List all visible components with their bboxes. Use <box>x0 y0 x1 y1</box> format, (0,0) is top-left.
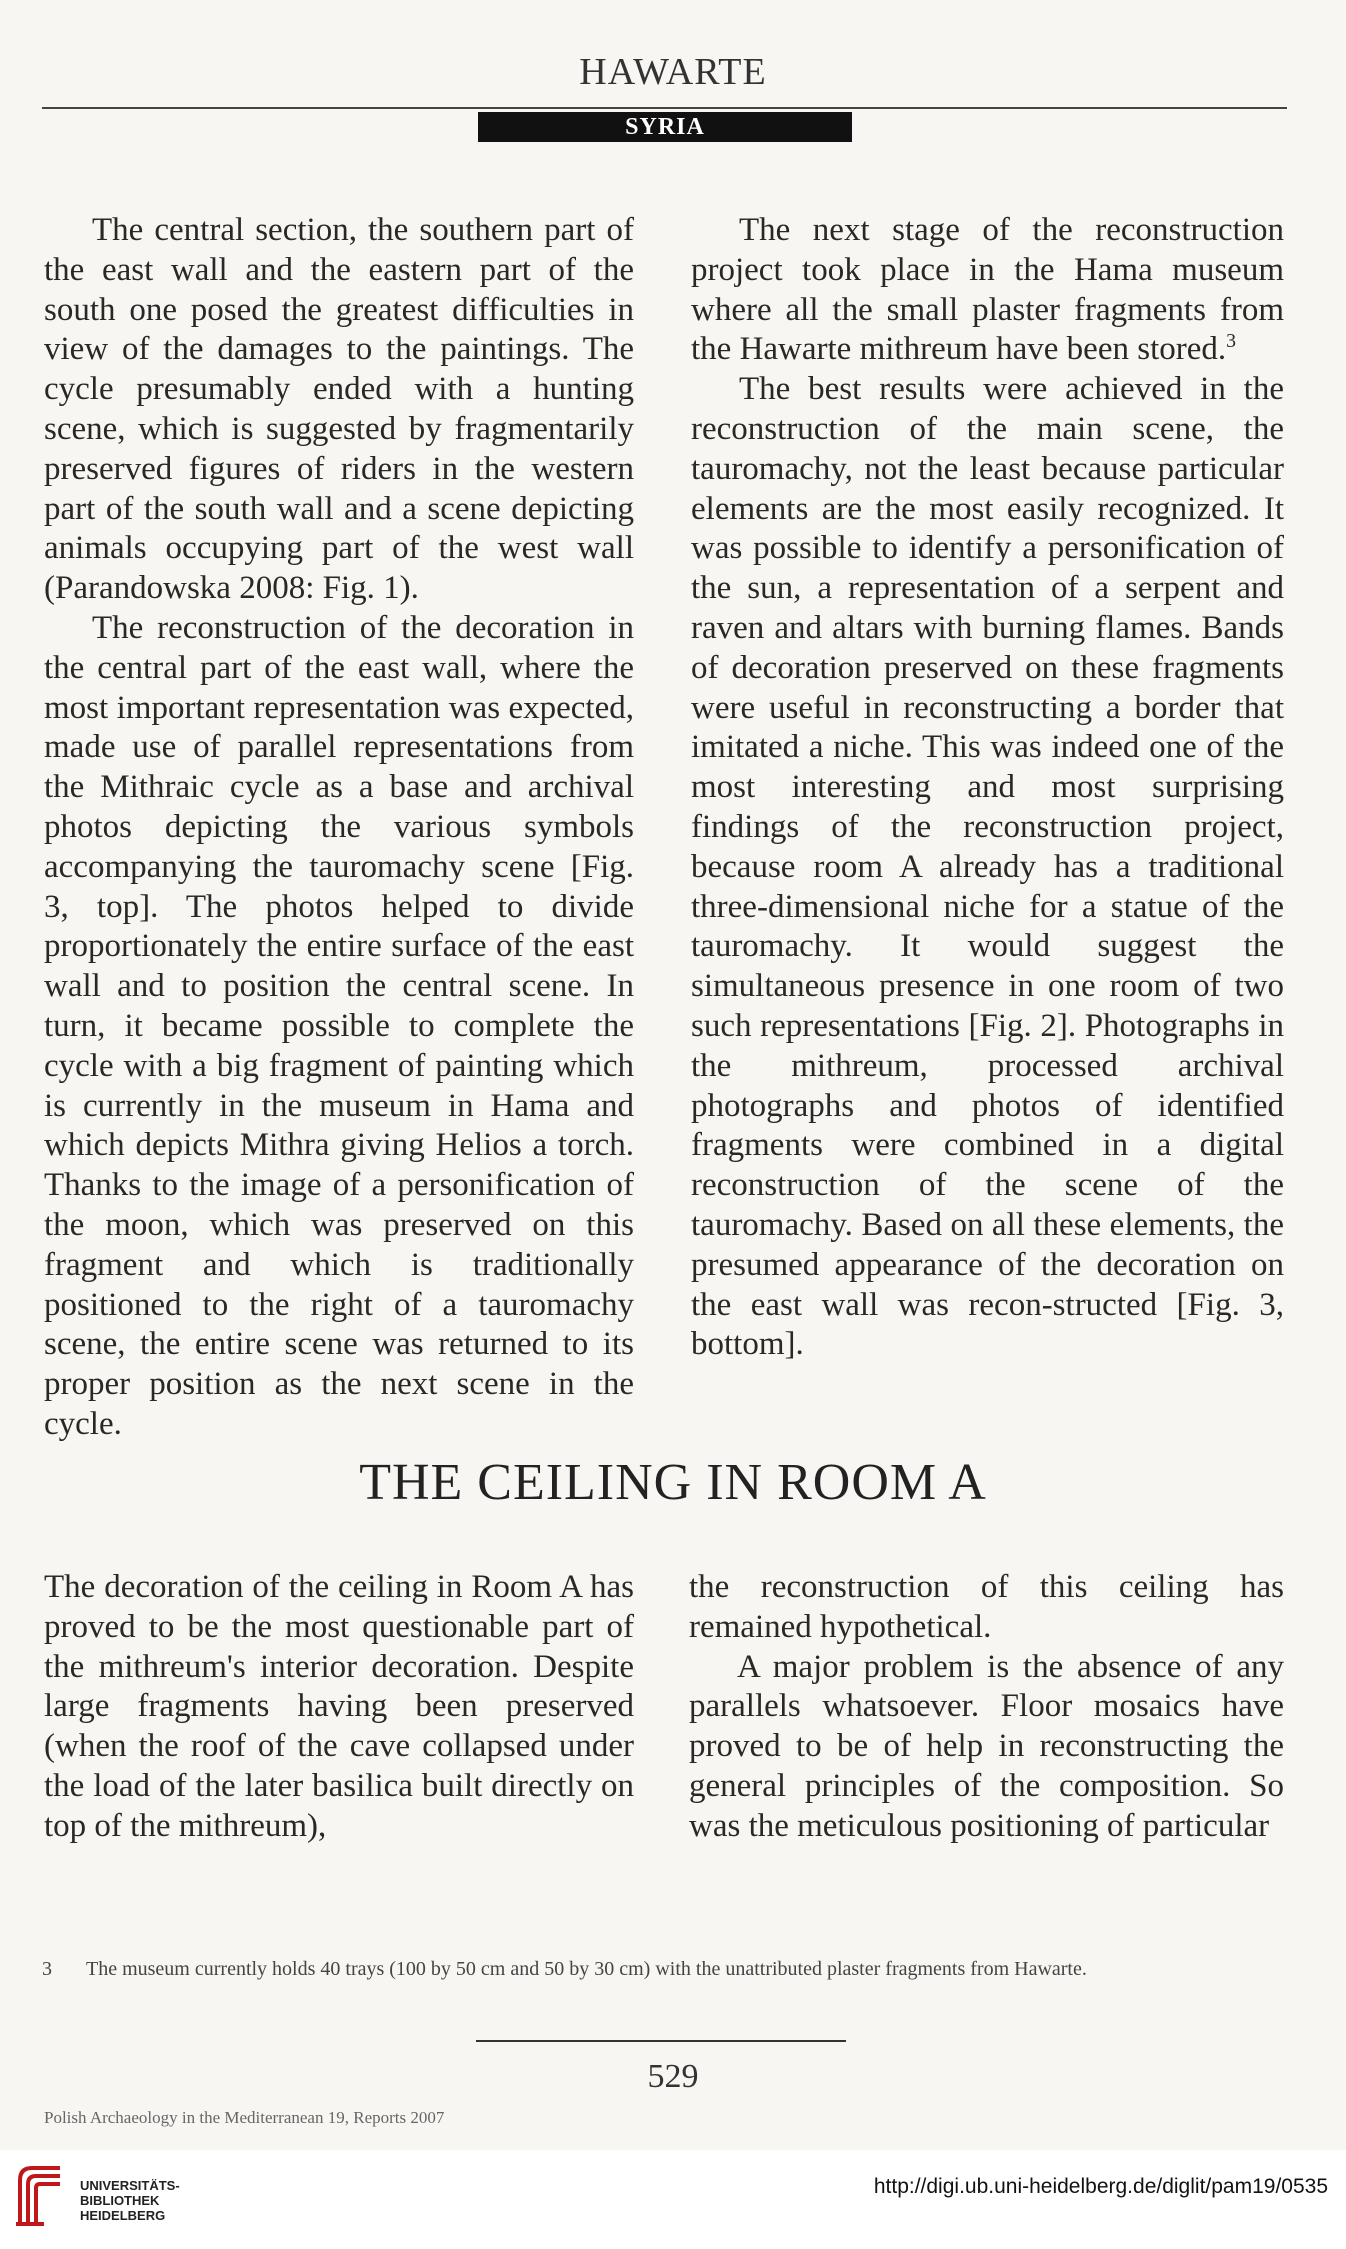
paragraph: The decoration of the ceiling in Room A has proved to be the most questionable part of the mithreum's interior decoration. Despite large fragments having been preserved (when the roof of the cave collapsed under the load of the later basilica built directly on top of the mithreum), <box>44 1569 634 1844</box>
paragraph: the reconstruction of this ceiling has remained hypothetical. <box>689 1569 1284 1645</box>
text-column-top-right <box>691 211 1284 1365</box>
text-column-top-left <box>44 211 634 1445</box>
footnote-reference[interactable]: 3 <box>1226 330 1237 353</box>
paragraph: The next stage of the reconstruction project took place in the Hama museum where all the small plaster fragments from the Hawarte mithreum have been stored.$^3$ <box>691 212 1284 368</box>
text-column-bottom-right <box>689 1568 1284 1847</box>
journal-line: Polish Archaeology in the Mediterranean 19, Reports 2007 <box>44 2108 445 2127</box>
paragraph: A major problem is the absence of any parallels whatsoever. Floor mosaics have proved to be of help in reconstructing the general principles of the composition. So was the meticulous positioning of particular <box>689 1648 1284 1844</box>
footnote-number: 3 <box>42 1958 52 1980</box>
footnote-text: The museum currently holds 40 trays (100 by 50 cm and 50 by 30 cm) with the unattributed plaster fragments from Hawarte. <box>86 1958 1087 1980</box>
paragraph: The reconstruction of the decoration in the central part of the east wall, where the most important representation was expected, made use of parallel representations from the Mithraic cycle as a base and archival photos depicting the various symbols accompanying the tauromachy scene [Fig. 3, top]. The photos helped to divide proportionately the entire surface of the east wall and to position the central scene. In turn, it became possible to complete the cycle with a big fragment of painting which is currently in the museum in Hama and which depicts Mithra giving Helios a torch. Thanks to the image of a personification of the moon, which was preserved on this fragment and which is traditionally positioned to the right of a tauromachy scene, the entire scene was returned to its proper position as the next scene in the cycle. <box>44 609 634 1442</box>
paragraph: The best results were achieved in the reconstruction of the main scene, the tauromachy, not the least because particular elements are the most easily recognized. It was possible to identify a personification of the sun, a representation of a serpent and raven and altars with burning flames. Bands of decoration preserved on these fragments were useful in reconstructing a border that imitated a niche. This was indeed one of the most interesting and most surprising findings of the reconstruction project, because room A already has a traditional three-dimensional niche for a statue of the tauromachy. It would suggest the simultaneous presence in one room of two such representations [Fig. 2]. Photographs in the mithreum, processed archival photographs and photos of identified fragments were combined in a digital reconstruction of the scene of the tauromachy. Based on all these elements, the presumed appearance of the decoration on the east wall was recon-structed [Fig. 3, bottom]. <box>691 371 1284 1363</box>
footnote <box>42 1958 1287 1981</box>
library-bar <box>0 2150 1346 2249</box>
section-title: THE CEILING IN ROOM A <box>359 1454 987 1511</box>
library-logo-icon <box>14 2162 66 2228</box>
library-name: UNIVERSITÄTS- BIBLIOTHEK HEIDELBERG <box>80 2178 180 2223</box>
section-label: SYRIA <box>478 112 852 142</box>
page-number: 529 <box>647 2058 699 2095</box>
paragraph: The central section, the southern part of the east wall and the eastern part of the south one posed the greatest difficulties in view of the damages to the paintings. The cycle presumably ended with a hunting scene, which is suggested by fragmentarily preserved figures of riders in the western part of the south wall and a scene depicting animals occupying part of the west wall (Parandowska 2008: Fig. 1). <box>44 212 634 607</box>
running-head: HAWARTE <box>579 51 767 93</box>
text-column-bottom-left <box>44 1568 634 1847</box>
library-url-link[interactable]: http://digi.ub.uni-heidelberg.de/diglit/pam19/0535 <box>873 2175 1328 2198</box>
footer-rule <box>476 2040 846 2042</box>
header-rule <box>42 107 1287 109</box>
